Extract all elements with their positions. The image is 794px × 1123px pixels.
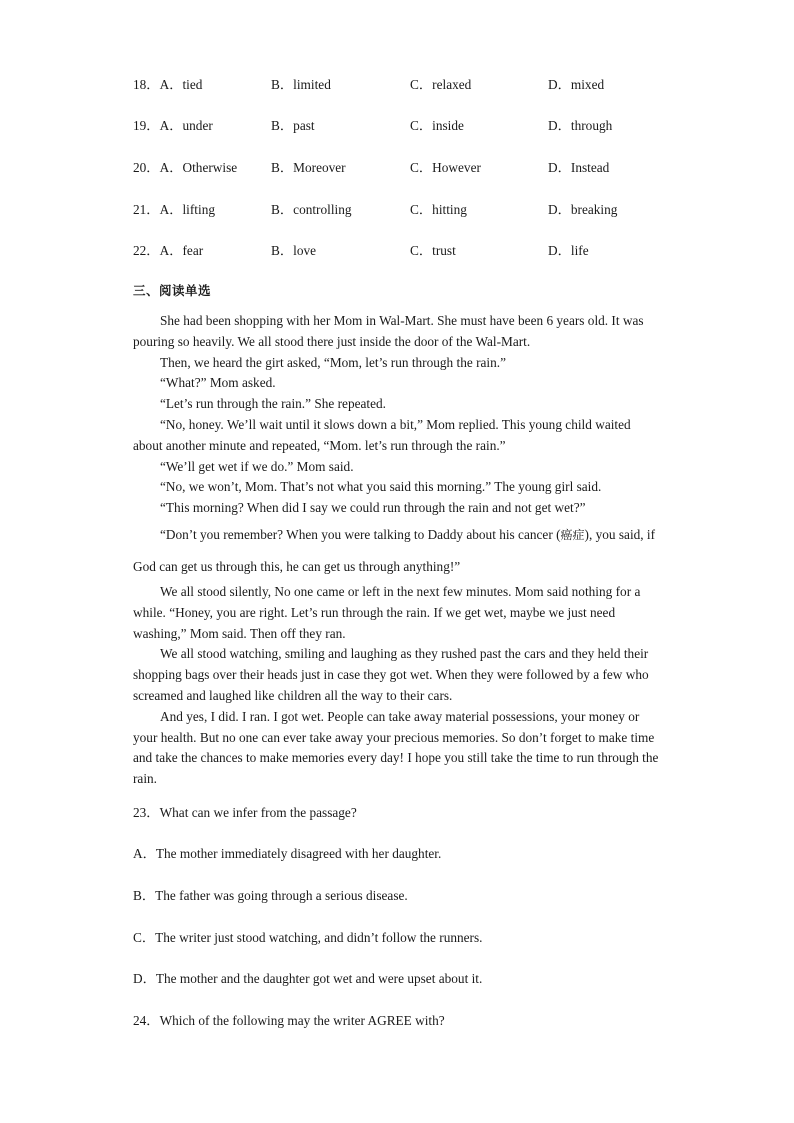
option-a[interactable] [133,115,213,134]
passage-paragraph: “No, honey. We’ll wait until it slows down a bit,” Mom replied. This young child waited about another minute and repeated, “Mom. let’s run through the rain.” [133,416,631,453]
question-number: 20． [133,160,160,175]
passage-paragraph: We all stood silently, No one came or left in the next few minutes. Mom said nothing for a while. “Honey, you are right. Let’s run through the rain. If we get wet, maybe we just need washing,” Mom said. Then off they ran. [133,583,641,641]
passage-paragraph: “What?” Mom asked. [160,375,276,391]
question-row-19 [133,115,693,135]
passage-paragraph: Then, we heard the girt asked, “Mom, let’s run through the rain.” [160,354,506,370]
option-a[interactable] [133,74,202,93]
chinese-gloss: 癌症 [560,527,585,542]
question-row-18 [133,74,693,94]
option-b[interactable]: B．past [271,118,315,133]
question-23-option-c[interactable]: C．The writer just stood watching, and didn’t follow the runners. [133,930,483,945]
option-d[interactable]: D．Instead [548,160,610,175]
question-number: 22． [133,243,160,258]
question-23-option-b[interactable]: B．The father was going through a serious disease. [133,888,408,903]
question-23-option-a[interactable]: A．The mother immediately disagreed with her daughter. [133,846,442,861]
passage-paragraph: “We’ll get wet if we do.” Mom said. [160,458,354,474]
option-b[interactable]: B．controlling [271,202,352,217]
passage-text: ), you said, if God can get us through this, he can get us through anything!” [133,526,656,574]
passage-paragraph: “This morning? When did I say we could run through the rain and not get wet?” [160,500,586,516]
option-text: A．tied [159,77,203,92]
reading-passage [133,311,663,790]
question-24-stem: 24．Which of the following may the writer AGREE with? [133,1013,445,1028]
passage-paragraph: “No, we won’t, Mom. That’s not what you said this morning.” The young girl said. [160,479,602,495]
passage-paragraph: She had been shopping with her Mom in Wal-Mart. She must have been 6 years old. It was pouring so heavily. We all stood there just inside the door of the Wal-Mart. [133,313,644,349]
option-c[interactable]: C．trust [410,243,456,258]
option-b[interactable]: B．Moreover [271,160,346,175]
option-text: A．lifting [159,202,215,217]
option-d[interactable]: D．through [548,118,613,133]
option-c[interactable]: C．However [410,160,481,175]
passage-paragraph: We all stood watching, smiling and laughing as they rushed past the cars and they held their shopping bags over their heads just in case they got wet. When they were followed by a few who screamed and laughed like children all the way to their cars. [133,646,649,703]
option-a[interactable] [133,240,203,259]
passage-paragraph [133,519,663,582]
option-c[interactable]: C．hitting [410,202,467,217]
passage-paragraph: And yes, I did. I ran. I got wet. People can take away material possessions, your money or your health. But no one can ever take away your precious memories. So don’t forget to make time and take the chances to make memories every day! I hope you still take the time to run through the rain. [133,708,659,787]
option-d[interactable]: D．breaking [548,202,618,217]
question-row-20 [133,157,693,177]
question-23-stem: 23．What can we infer from the passage? [133,805,357,820]
passage-paragraph: “Let’s run through the rain.” She repeated. [160,396,386,412]
option-d[interactable]: D．life [548,243,589,258]
question-number: 19． [133,118,160,133]
question-row-21 [133,199,693,219]
option-text: A．under [159,118,213,133]
section-title: 三、阅读单选 [133,283,212,298]
option-text: A．fear [159,243,204,258]
option-a[interactable] [133,157,237,176]
option-a[interactable] [133,199,215,218]
question-23-option-d[interactable]: D．The mother and the daughter got wet and were upset about it. [133,971,483,986]
option-b[interactable]: B．limited [271,77,331,92]
question-number: 18． [133,77,160,92]
option-b[interactable]: B．love [271,243,317,258]
option-text: A．Otherwise [159,160,238,175]
question-number: 21． [133,202,160,217]
passage-text: “Don’t you remember? When you were talking to Daddy about his cancer ( [160,526,561,542]
option-d[interactable]: D．mixed [548,77,605,92]
question-row-22 [133,240,693,260]
option-c[interactable]: C．inside [410,118,464,133]
option-c[interactable]: C．relaxed [410,77,472,92]
